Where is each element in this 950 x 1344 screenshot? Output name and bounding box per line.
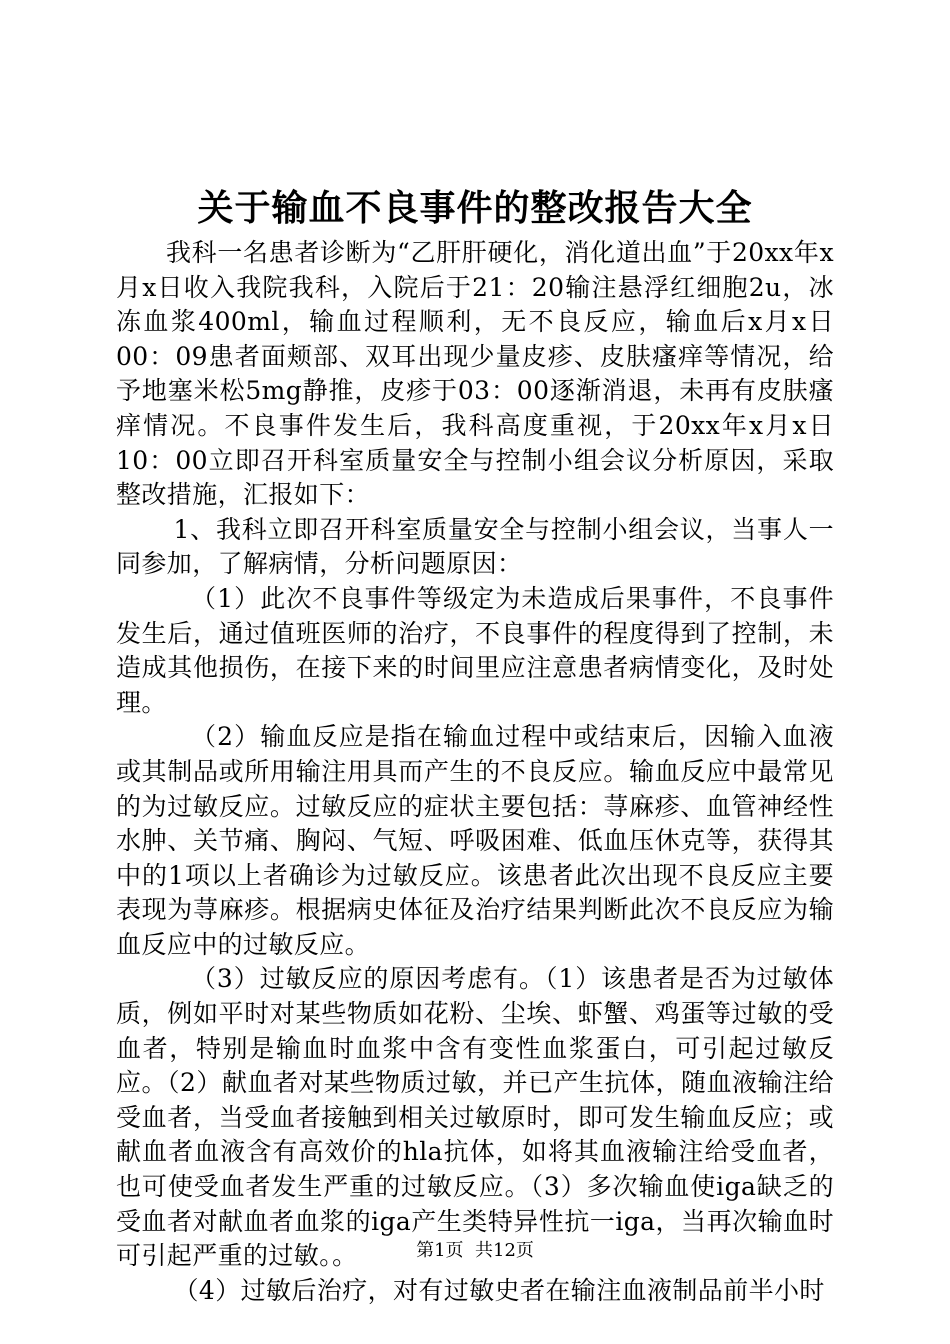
paragraph-subitem-4: （4）过敏后治疗，对有过敏史者在输注血液制品前半小时 (173, 1275, 825, 1305)
document-body (116, 236, 834, 1308)
paragraph-subitem-1: （1）此次不良事件等级定为未造成后果事件，不良事件发生后，通过值班医师的治疗，不良事件的程度得到了控制，未造成其他损伤，在接下来的时间里应注意患者病情变化，及时处理。 (116, 583, 834, 717)
paragraph-subitem-2: （2）输血反应是指在输血过程中或结束后，因输入血液或其制品或所用输注用具而产生的不良反应。输血反应中最常见的为过敏反应。过敏反应的症状主要包括：荨麻疹、血管神经性水肿、关节痛、胸闷、气短、呼吸困难、低血压休克等，获得其中的1项以上者确诊为过敏反应。该患者此次出现不良反应主要表现为荨麻疹。根据病史体征及治疗结果判断此次不良反应为输血反应中的过敏反应。 (116, 722, 834, 959)
page-number-footer: 第1页 共12页 (416, 1240, 534, 1261)
paragraph-subitem-3: （3）过敏反应的原因考虑有。（1）该患者是否为过敏体质，例如平时对某些物质如花粉、尘埃、虾蟹、鸡蛋等过敏的受血者，特别是输血时血浆中含有变性血浆蛋白，可引起过敏反应。（2）献血者对某些物质过敏，并已产生抗体，随血液输注给受血者，当受血者接触到相关过敏原时，即可发生输血反应；或献血者血液含有高效价的hla抗体，如将其血液输注给受血者，也可使受血者发生严重的过敏反应。（3）多次输血使iga缺乏的受血者对献血者血浆的iga产生类特异性抗一iga，当再次输血时可引起严重的过敏。。 (116, 964, 834, 1271)
document-title: 关于输血不良事件的整改报告大全 (197, 187, 753, 229)
paragraph-intro: 我科一名患者诊断为“乙肝肝硬化，消化道出血”于20xx年x月x日收入我院我科，入院后于21：20输注悬浮红细胞2u，冰冻血浆400ml，输血过程顺利，无不良反应，输血后x月x日00：09患者面颊部、双耳出现少量皮疹、皮肤瘙痒等情况，给予地塞米松5mg静推，皮疹于03：00逐渐消退，未再有皮肤瘙痒情况。不良事件发生后，我科高度重视，于20xx年x月x日10：00立即召开科室质量安全与控制小组会议分析原因，采取整改措施，汇报如下： (116, 238, 834, 510)
paragraph-item-1: 1、我科立即召开科室质量安全与控制小组会议，当事人一同参加，了解病情，分析问题原因： (116, 514, 834, 579)
